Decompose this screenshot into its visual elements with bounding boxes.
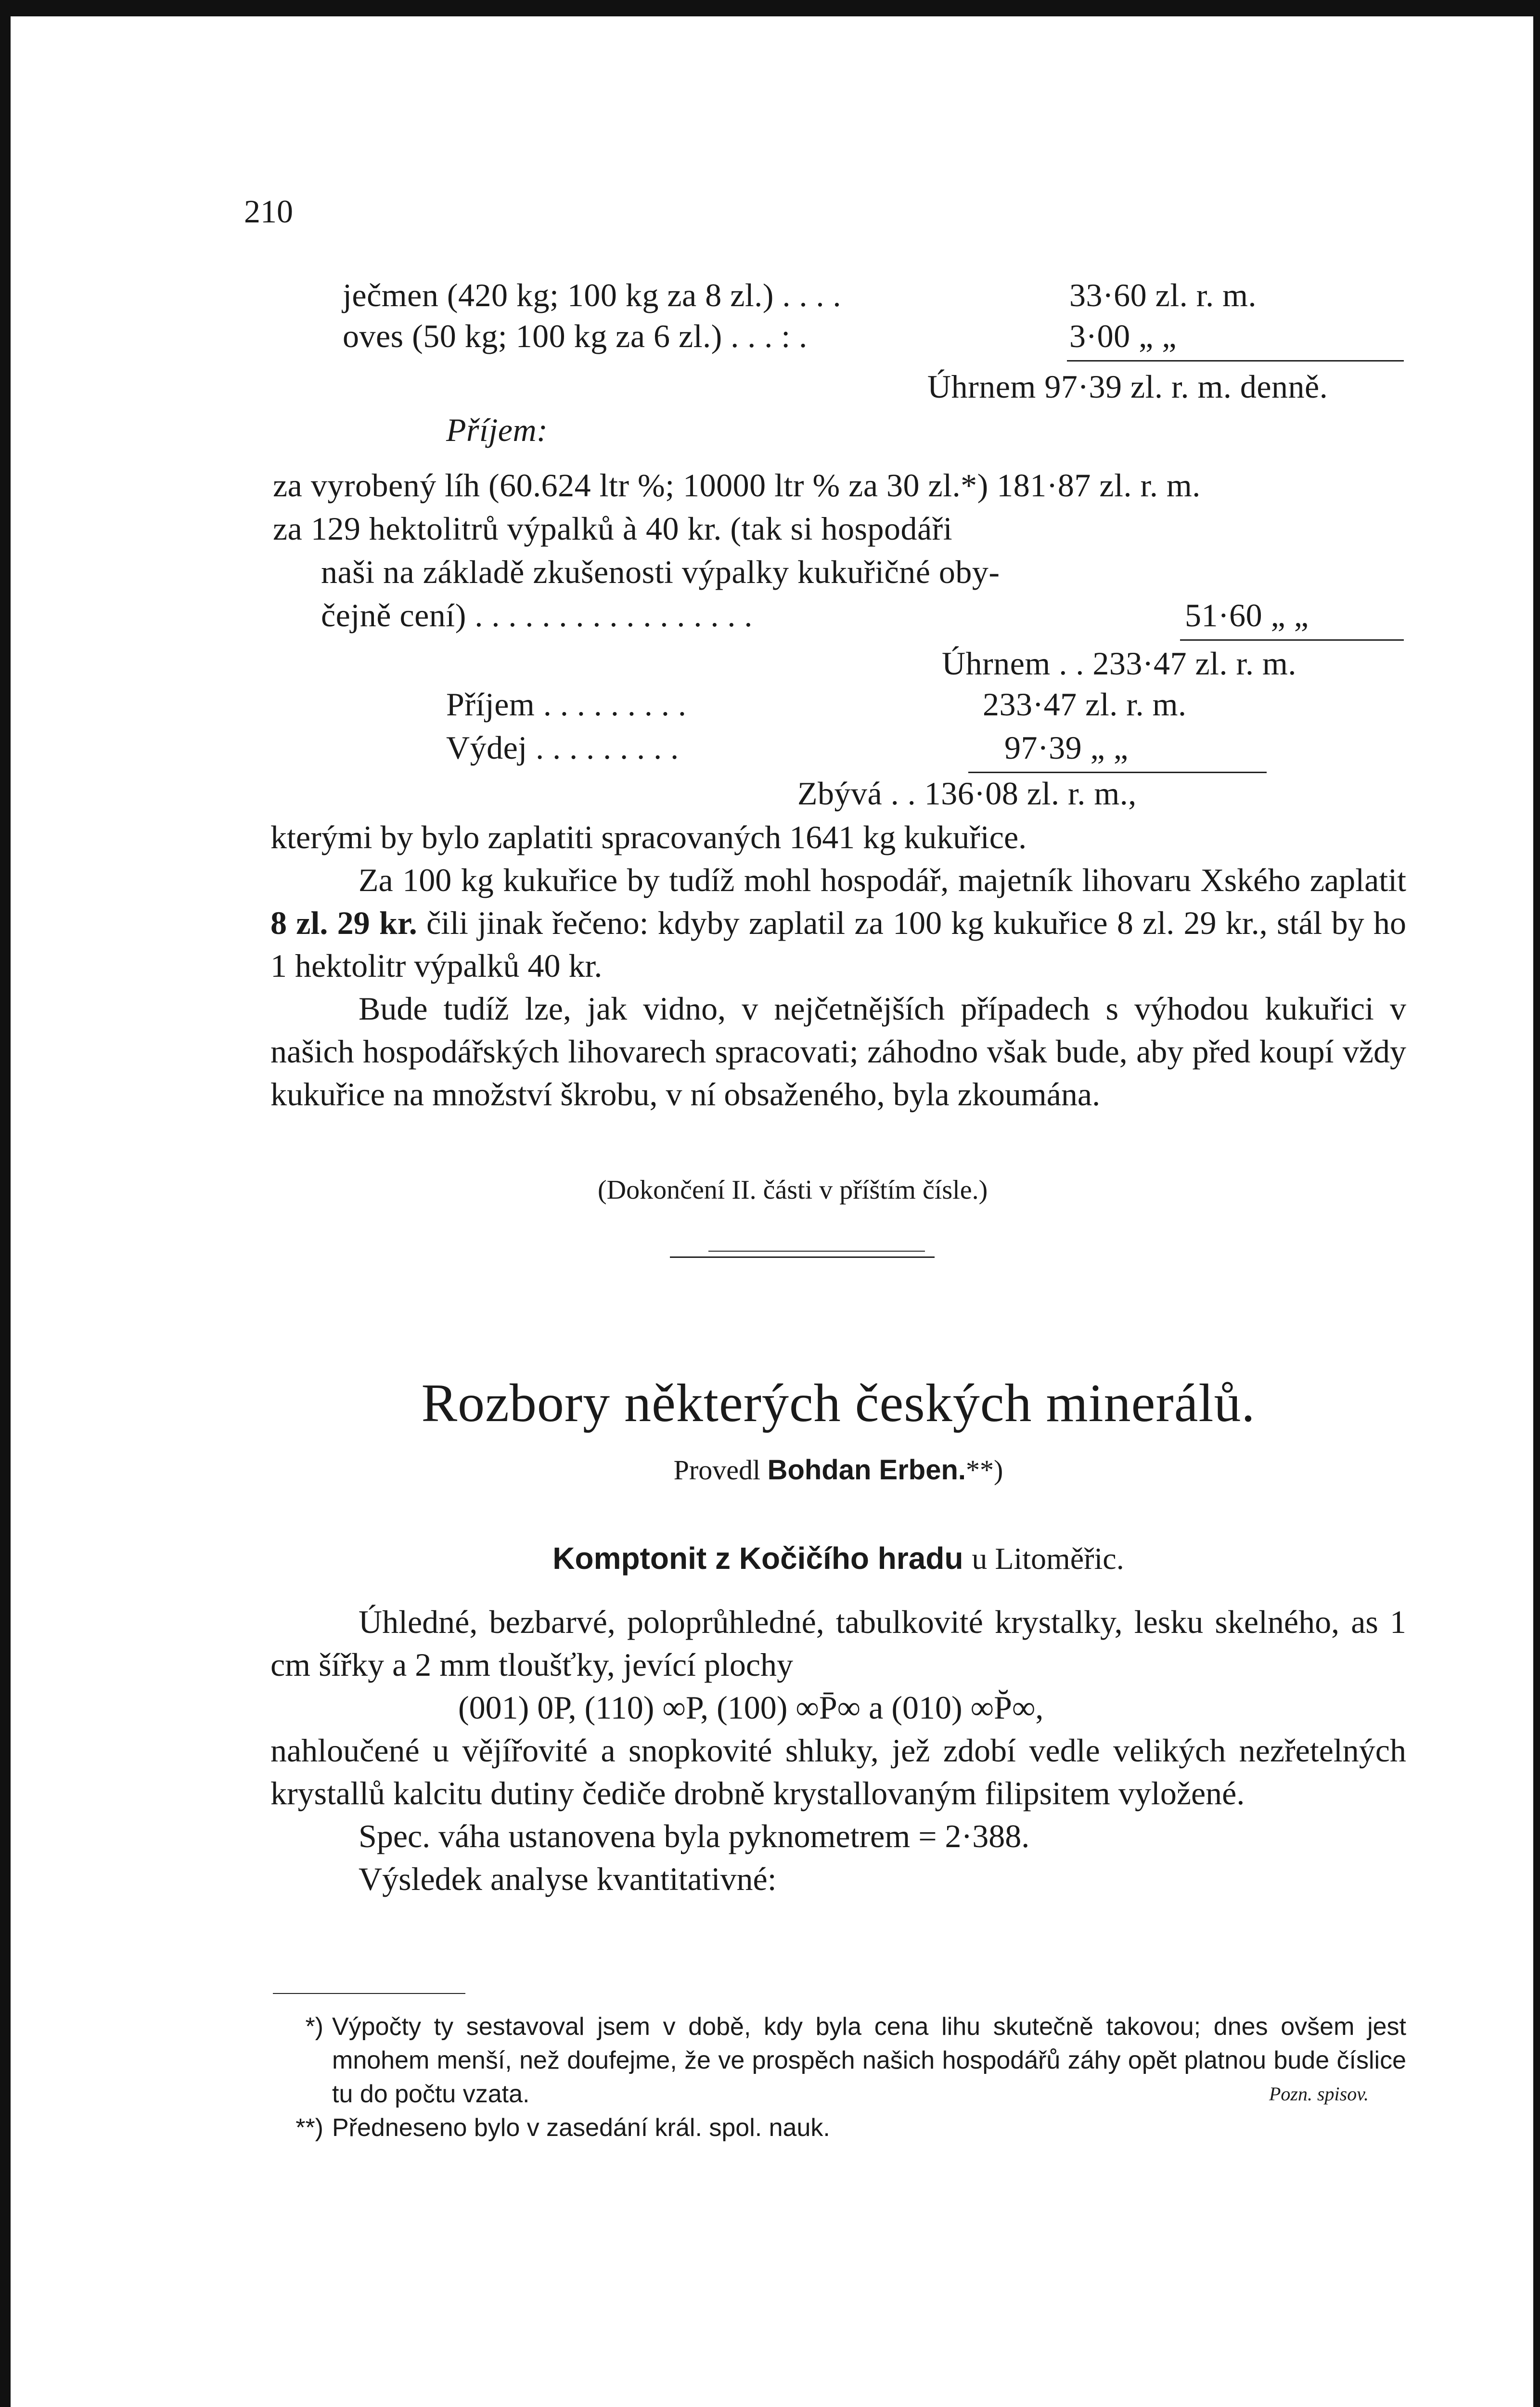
footnote-1-text: Výpočty ty sestavoval jsem v době, kdy byla cena lihu skutečně takovou; dnes ovšem jest mnohem menší, než doufejme, že ve prospěch našich hospodářů záhy opět platnou bude číslice tu do počtu vzata. [332,2013,1406,2108]
footnote-2 [280,2111,1406,2145]
article-paragraph-4: Výsledek analyse kvantitativné: [359,1861,777,1897]
article-paragraph-2: nahloučené u vějířovité a snopkovité shluky, jež zdobí vedle velikých nezřetelných krystallů kalcitu dutiny čediče drobně krystallovaným filipsitem vyložené. [270,1732,1406,1812]
footnote-2-mark: **) [295,2114,323,2142]
ledger1-row1-amount: 33·60 zl. r. m. [1069,277,1257,313]
article-paragraph-1: Úhledné, bezbarvé, poloprůhledné, tabulkovité krystalky, lesku skelného, as 1 cm šířky a 2 mm tloušťky, jevící plochy [270,1604,1406,1683]
ledger1-sum-rule [1067,360,1404,362]
scan-border-right [1533,0,1540,2407]
subtitle-location: u Litoměřic. [972,1541,1124,1576]
ledger2-total: Úhrnem . . 233·47 zl. r. m. [942,645,1296,682]
ledger1-row2-amount: 3·00 „ „ [1069,318,1177,354]
article-body [270,1601,1406,1901]
balance-vydej-amount: 97·39 „ „ [1004,729,1129,766]
ledger2-line4-desc: čejně cení) . . . . . . . . . . . . . . . . . [321,597,753,634]
ledger2-line2: za 129 hektolitrů výpalků à 40 kr. (tak si hospodáři [273,510,953,547]
balance-vydej-label: Výdej . . . . . . . . . [446,729,679,766]
author-name: Bohdan Erben. [767,1454,966,1486]
paragraph-2 [270,859,1406,987]
article-paragraph-3: Spec. váha ustanovena byla pyknometrem = 2·388. [359,1818,1030,1854]
ledger2-sum-rule [1180,639,1404,641]
footnote-2-text: Předneseno bylo v zasedání král. spol. nauk. [332,2114,830,2142]
paragraph-2-bold: 8 zl. 29 kr. [270,905,417,941]
continuation-note: (Dokončení II. části v příštím čísle.) [598,1175,988,1205]
subtitle-main: Komptonit z Kočičího hradu [552,1541,963,1576]
ledger2-line4-amount: 51·60 „ „ [1185,597,1309,634]
footnotes [280,2010,1406,2145]
ledger1-total: Úhrnem 97·39 zl. r. m. denně. [927,368,1328,405]
footnote-1 [280,2010,1406,2111]
article-author [270,1454,1406,1486]
author-prefix: Provedl [673,1454,768,1486]
footnote-rule [273,1993,465,1994]
article-subtitle [270,1540,1406,1577]
article-title: Rozbory některých českých minerálů. [421,1373,1256,1433]
ledger1-row1-desc: ječmen (420 kg; 100 kg za 8 zl.) . . . . [343,277,841,313]
prijem-heading: Příjem: [446,412,548,448]
ledger1-row2-desc: oves (50 kg; 100 kg za 6 zl.) . . . : . [343,318,808,354]
separator-rule-1 [670,1256,935,1258]
paragraph-2-b: čili jinak řečeno: kdyby zaplatil za 100 kg kukuřice 8 zl. 29 kr., stál by ho 1 hektolitr výpalků 40 kr. [270,905,1406,984]
paragraph-3: Bude tudíž lze, jak vidno, v nejčetnějších případech s výhodou kukuřici v našich hospodářských lihovarech spracovati; záhodno však bude, aby před koupí vždy kukuřice na množství škrobu, v ní obsaženého, byla zkoumána. [270,990,1406,1113]
footnote-1-signature: Pozn. spisov. [1269,2083,1369,2105]
calculation-paragraphs [270,816,1406,1116]
article-formula: (001) 0P, (110) ∞P, (100) ∞P̄∞ a (010) ∞P̆∞, [458,1689,1044,1726]
ledger2-line1: za vyrobený líh (60.624 ltr %; 10000 ltr % za 30 zl.*) 181·87 zl. r. m. [273,467,1201,504]
page-number: 210 [244,193,293,230]
separator-rule-2 [708,1251,925,1252]
author-footnote-mark: **) [966,1454,1003,1486]
balance-zbyva: Zbývá . . 136·08 zl. r. m., [797,775,1137,812]
balance-prijem-amount: 233·47 zl. r. m. [983,686,1187,723]
balance-prijem-label: Příjem . . . . . . . . . [446,686,687,723]
paragraph-1: kterými by bylo zaplatiti spracovaných 1641 kg kukuřice. [270,819,1027,855]
ledger2-line3: naši na základě zkušenosti výpalky kukuřičné oby- [321,554,1000,590]
scan-border-top [11,0,1540,16]
footnote-1-mark: *) [305,2013,323,2041]
paragraph-2-a: Za 100 kg kukuřice by tudíž mohl hospodář, majetník lihovaru Xského zaplatit [359,862,1406,898]
